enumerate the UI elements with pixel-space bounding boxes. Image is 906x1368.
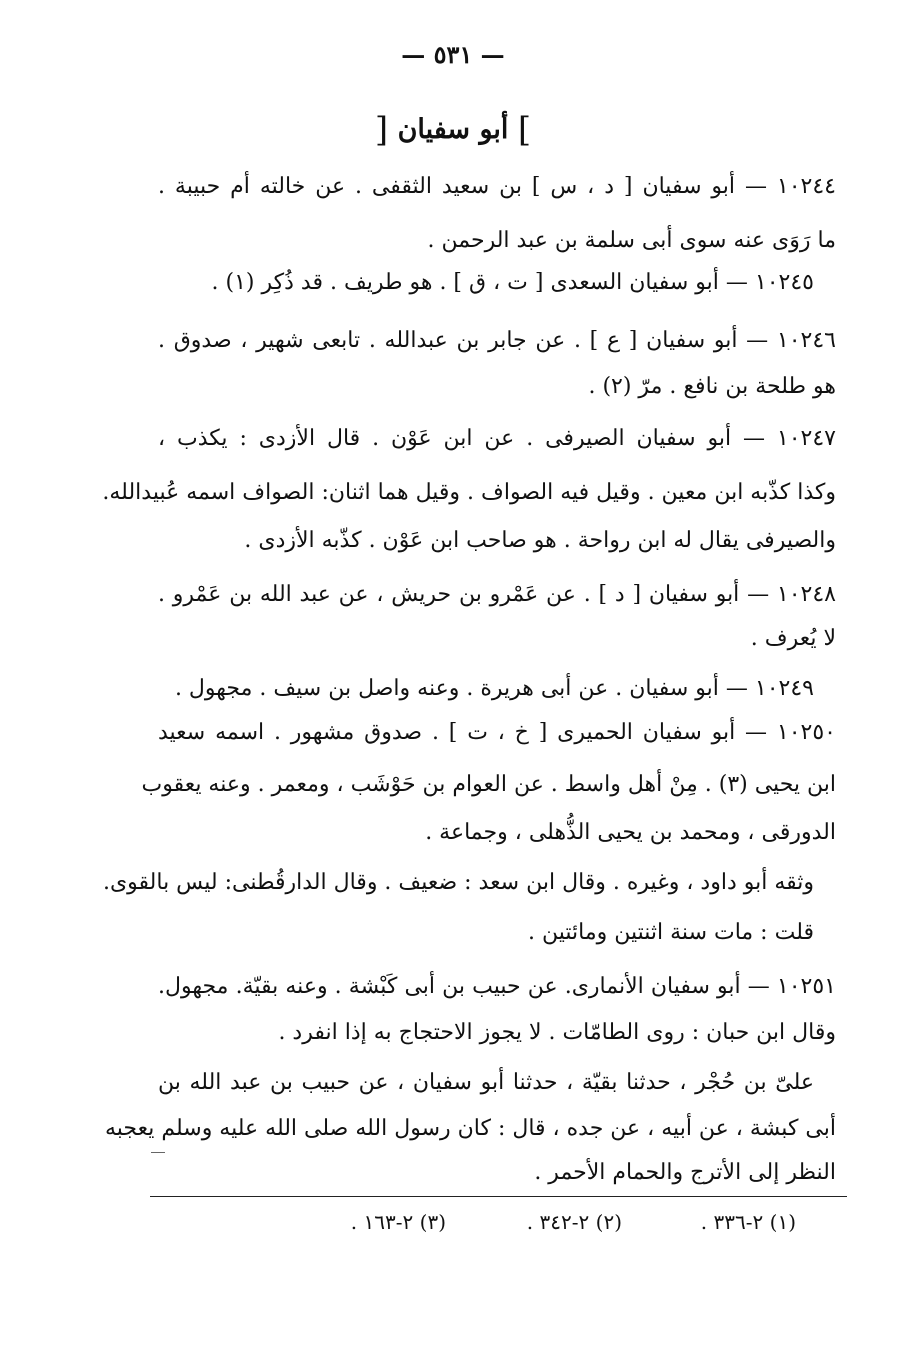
entry-10249-line: ١٠٢٤٩ — أبو سفيان . عن أبى هريرة . وعنه واصل بن سيف . مجهول . xyxy=(174,676,814,701)
entry-10245-line: ١٠٢٤٥ — أبو سفيان السعدى [ ت ، ق ] . هو طريف . قد ذُكِر (١) . xyxy=(211,270,814,295)
entry-10244-continuation: ما رَوَى عنه سوى أبى سلمة بن عبد الرحمن . xyxy=(427,228,836,253)
entry-10246-continuation: هو طلحة بن نافع . مرّ (٢) . xyxy=(588,374,836,399)
entry-10250-continuation-1: ابن يحيى (٣) . مِنْ أهل واسط . عن العوام بن حَوْشَب ، ومعمر . وعنه يعقوب xyxy=(141,772,836,797)
entry-10251-continuation-4: النظر إلى الأترج والحمام الأحمر . xyxy=(534,1160,836,1185)
heading-close-bracket: ] xyxy=(374,110,389,150)
entry-10247-line: ١٠٢٤٧ — أبو سفيان الصيرفى . عن ابن عَوْن . قال الأزدى : يكذب ، xyxy=(158,426,836,451)
entry-10250-continuation-3: وثقه أبو داود ، وغيره . وقال ابن سعد : ضعيف . وقال الدارقُطنى: ليس بالقوى. xyxy=(102,870,814,895)
margin-mark xyxy=(151,1152,165,1153)
entry-10250-line: ١٠٢٥٠ — أبو سفيان الحميرى [ خ ، ت ] . صدوق مشهور . اسمه سعيد xyxy=(158,720,836,745)
entry-10247-continuation-2: والصيرفى يقال له ابن رواحة . هو صاحب ابن عَوْن . كذّبه الأزدى . xyxy=(244,528,836,553)
entry-10250-continuation-2: الدورقى ، ومحمد بن يحيى الذُّهلى ، وجماعة . xyxy=(425,820,836,845)
entry-10251-continuation-3: أبى كبشة ، عن أبيه ، عن جده ، قال : كان رسول الله صلى الله عليه وسلم يعجبه xyxy=(104,1116,836,1141)
entry-10251-line: ١٠٢٥١ — أبو سفيان الأنمارى. عن حبيب بن أبى كَبْشة . وعنه بقيّة. مجهول. xyxy=(158,974,836,999)
entry-10244-line: ١٠٢٤٤ — أبو سفيان [ د ، س ] بن سعيد الثقفى . عن خالته أم حبيبة . xyxy=(158,174,836,199)
footnote-divider xyxy=(150,1196,847,1197)
footnote-1: (١) ٢-٣٣٦ . xyxy=(700,1210,796,1234)
entry-10247-continuation-1: وكذا كذّبه ابن معين . وقيل فيه الصواف . وقيل هما اثنان: الصواف اسمه عُبيدالله. xyxy=(102,480,836,505)
entry-10246-line: ١٠٢٤٦ — أبو سفيان [ ع ] . عن جابر بن عبدالله . تابعى شهير ، صدوق . xyxy=(158,328,836,353)
footnote-3: (٣) ٢-١٦٣ . xyxy=(350,1210,446,1234)
heading-title: أبو سفيان xyxy=(397,114,509,145)
entry-10251-continuation-1: وقال ابن حبان : روى الطامّات . لا يجوز الاحتجاج به إذا انفرد . xyxy=(278,1020,836,1045)
entry-10250-continuation-4: قلت : مات سنة اثنتين ومائتين . xyxy=(528,920,814,945)
footnote-2: (٢) ٢-٣٤٢ . xyxy=(526,1210,622,1234)
page-number: — ٥٣١ — xyxy=(401,40,505,69)
section-heading xyxy=(0,110,906,150)
entry-10248-continuation: لا يُعرف . xyxy=(750,626,836,651)
entry-10251-continuation-2: علىّ بن حُجْر ، حدثنا بقيّة ، حدثنا أبو سفيان ، عن حبيب بن عبد الله بن xyxy=(158,1070,814,1095)
heading-open-bracket: [ xyxy=(517,110,532,150)
entry-10248-line: ١٠٢٤٨ — أبو سفيان [ د ] . عن عَمْرو بن حريش ، عن عبد الله بن عَمْرو . xyxy=(158,582,836,607)
